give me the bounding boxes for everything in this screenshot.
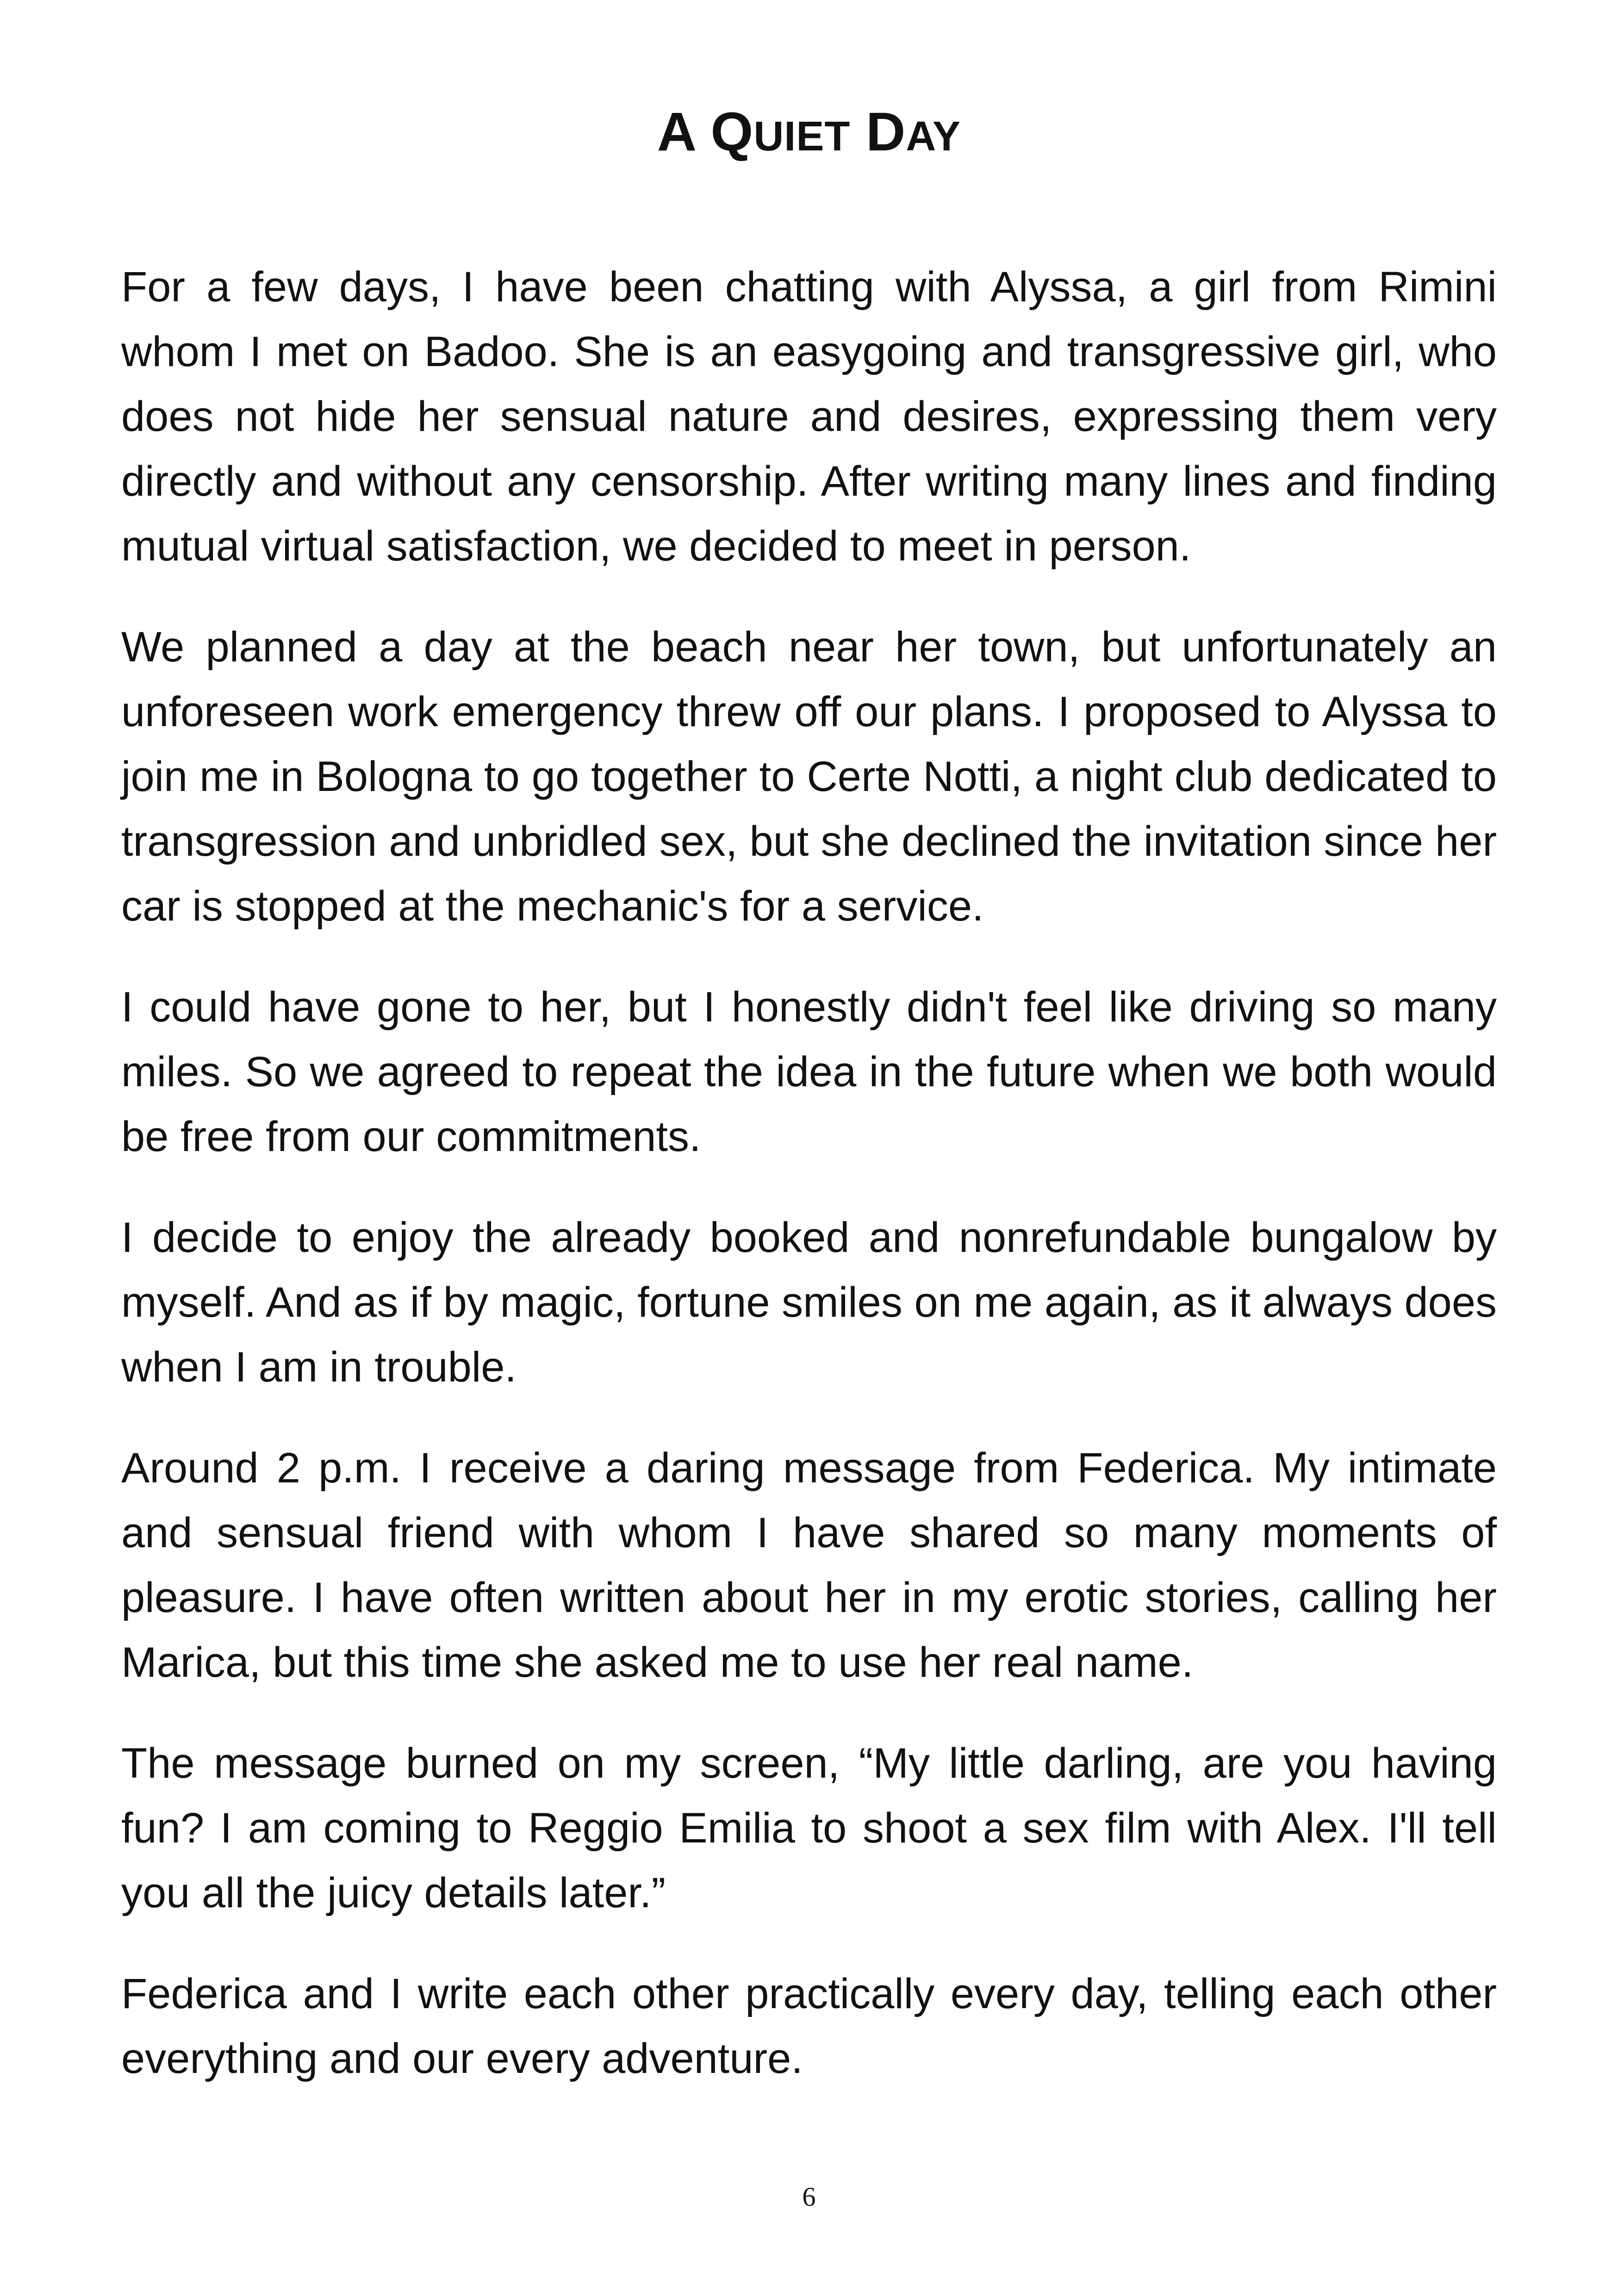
paragraph-3: I could have gone to her, but I honestly didn't feel like driving so many miles. So we agreed to repeat the idea in the future when we both would be free from our commitments.: [121, 983, 1497, 1160]
paragraph-2: We planned a day at the beach near her town, but unfortunately an unforeseen work emergency threw off our plans. I proposed to Alyssa to join me in Bologna to go together to Certe Notti, a night club dedicated to transgression and unbridled sex, but she declined the invitation since her car is stopped at the mechanic's for a service.: [121, 623, 1497, 930]
title-word-2: QUIET: [710, 101, 851, 162]
title-word-3: DAY: [866, 101, 961, 162]
book-page: [121, 0, 1497, 2296]
paragraph-5: Around 2 p.m. I receive a daring message from Federica. My intimate and sensual friend with whom I have shared so many moments of pleasure. I have often written about her in my erotic stories, calling her Marica, but this time she asked me to use her real name.: [121, 1444, 1497, 1686]
chapter-body: [121, 255, 1497, 2127]
paragraph-7: Federica and I write each other practically every day, telling each other everything and our every adventure.: [121, 1970, 1497, 2082]
page-number: 6: [802, 2182, 816, 2212]
paragraph-6: The message burned on my screen, “My little darling, are you having fun? I am coming to Reggio Emilia to shoot a sex film with Alex. I'll tell you all the juicy details later.”: [121, 1740, 1497, 1916]
title-word-1: A: [657, 101, 695, 162]
paragraph-1: For a few days, I have been chatting with Alyssa, a girl from Rimini whom I met on Badoo. She is an easygoing and transgressive girl, who does not hide her sensual nature and desires, expressing them very directly and without any censorship. After writing many lines and finding mutual virtual satisfaction, we decided to meet in person.: [121, 263, 1497, 570]
paragraph-4: I decide to enjoy the already booked and nonrefundable bungalow by myself. And as if by magic, fortune smiles on me again, as it always does when I am in trouble.: [121, 1214, 1497, 1391]
chapter-title: [121, 97, 1497, 171]
